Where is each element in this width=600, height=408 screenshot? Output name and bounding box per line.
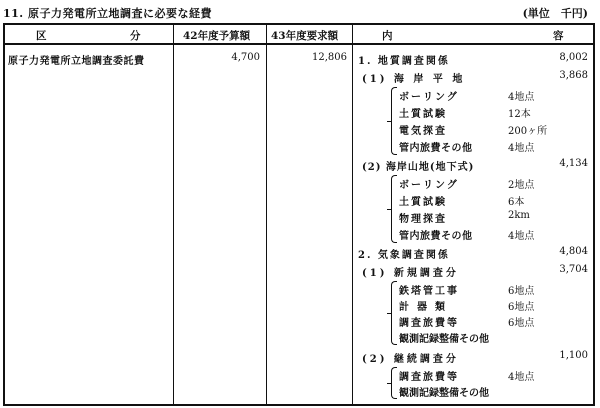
list-item: 調査旅費等 [399, 372, 459, 383]
list-item: 電気探査 [399, 126, 447, 137]
list-item: 土質試験 [399, 197, 447, 208]
row-budget-42: 4,700 [231, 52, 260, 63]
sub-coastal-plain-amount: 3,868 [559, 70, 588, 81]
list-item-qty: 200ヶ所 [508, 126, 548, 137]
list-item: 観測記録整備その他 [399, 334, 489, 345]
header-bottom-border [3, 43, 594, 45]
table-right-border [593, 23, 595, 406]
list-item-qty: 2km [508, 210, 530, 221]
header-budget-42: 42年度予算額 [183, 30, 251, 42]
list-item-qty: 2地点 [508, 180, 535, 191]
list-item-qty: 4地点 [508, 231, 535, 242]
list-item-qty: 6本 [508, 197, 525, 208]
table-top-border [3, 23, 594, 25]
sub-continuing-survey: (2) 継続調査分 [362, 354, 459, 365]
section-meteorology: 2. 気象調査関係 [358, 250, 450, 261]
list-item: 計器類 [399, 302, 453, 313]
row-category: 原子力発電所立地調査委託費 [8, 56, 145, 67]
header-content-b: 容 [553, 30, 564, 42]
header-category-a: 区 [36, 30, 47, 42]
header-request-43: 43年度要求額 [271, 30, 339, 42]
unit-note: (単位 千円) [522, 7, 588, 20]
sub-new-survey-amount: 3,704 [559, 264, 588, 275]
list-item: 調査旅費等 [399, 318, 459, 329]
brace-coastal-plain [391, 87, 397, 155]
list-item: 鉄塔管工事 [399, 286, 459, 297]
list-item: 土質試験 [399, 109, 447, 120]
section-geology: 1. 地質調査関係 [358, 56, 450, 67]
sub-coastal-mountain-amount: 4,134 [559, 158, 588, 169]
brace-continuing-survey [391, 367, 397, 399]
list-item: 管内旅費その他 [399, 143, 473, 154]
sub-new-survey: (1) 新規調査分 [362, 268, 459, 279]
header-content-a: 内 [382, 30, 393, 42]
sub-continuing-survey-amount: 1,100 [559, 350, 588, 361]
list-item: ボーリング [399, 92, 459, 103]
section-meteorology-amount: 4,804 [559, 246, 588, 257]
list-item: 物理探査 [399, 214, 447, 225]
list-item-qty: 4地点 [508, 92, 535, 103]
page-title: 11. 原子力発電所立地調査に必要な経費 [3, 7, 212, 20]
table-left-border [3, 23, 5, 406]
column-divider-2 [266, 23, 267, 406]
list-item-qty: 6地点 [508, 286, 535, 297]
sub-coastal-plain: (1) 海 岸 平 地 [362, 74, 466, 85]
row-request-43: 12,806 [312, 52, 347, 63]
list-item-qty: 4地点 [508, 143, 535, 154]
list-item-qty: 6地点 [508, 318, 535, 329]
list-item-qty: 12本 [508, 109, 531, 120]
column-divider-3 [352, 23, 353, 406]
list-item: ボーリング [399, 180, 459, 191]
header-category-b: 分 [130, 30, 141, 42]
brace-coastal-mountain [391, 175, 397, 243]
brace-new-survey [391, 281, 397, 345]
section-geology-amount: 8,002 [559, 52, 588, 63]
list-item-qty: 6地点 [508, 302, 535, 313]
sub-coastal-mountain: (2) 海岸山地(地下式) [362, 162, 475, 173]
list-item-qty: 4地点 [508, 372, 535, 383]
list-item: 観測記録整備その他 [399, 388, 489, 399]
table-bottom-border [3, 404, 594, 406]
list-item: 管内旅費その他 [399, 231, 473, 242]
column-divider-1 [173, 23, 174, 406]
